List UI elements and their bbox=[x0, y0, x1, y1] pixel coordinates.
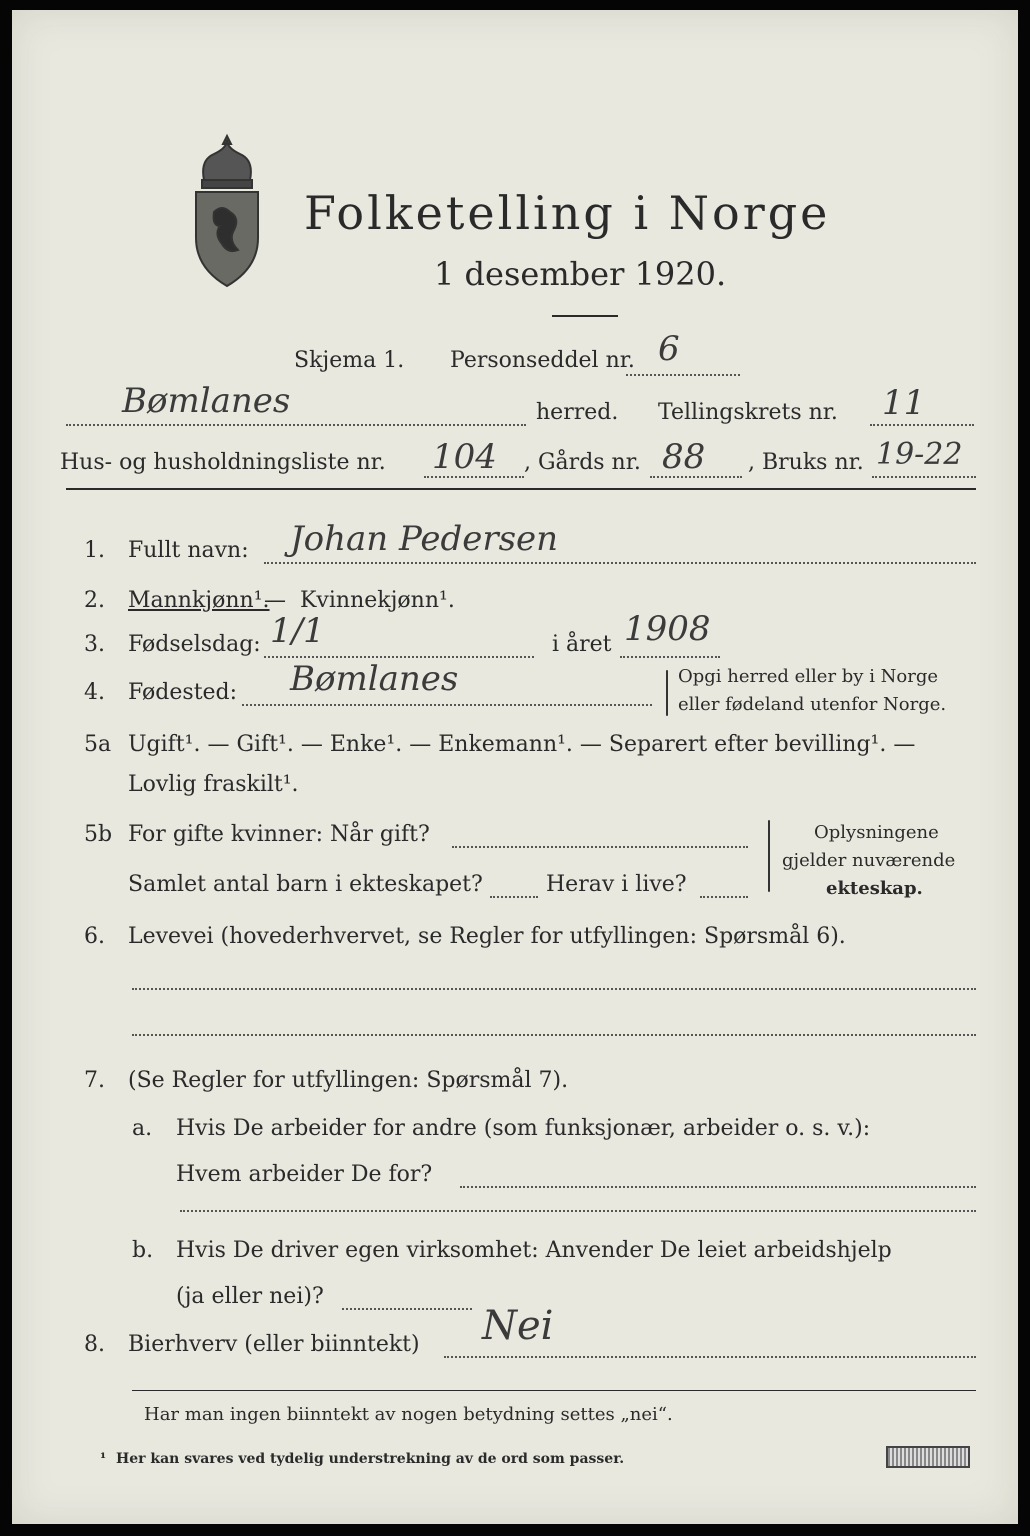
full-name-field[interactable] bbox=[264, 562, 976, 564]
q7b-text: Hvis De driver egen virksomhet: Anvender De leiet arbeidshjelp bbox=[176, 1238, 892, 1263]
tellingskrets-field[interactable] bbox=[870, 424, 974, 426]
q6-number: 6. bbox=[84, 924, 105, 949]
census-form bbox=[12, 10, 1018, 1524]
q5a-number: 5a bbox=[84, 732, 112, 757]
side-income-label: Bierhverv (eller biinntekt) bbox=[128, 1332, 420, 1357]
q1-number: 1. bbox=[84, 538, 105, 563]
q7b-letter: b. bbox=[132, 1238, 154, 1263]
gender-female-option[interactable]: Kvinnekjønn¹. bbox=[300, 588, 455, 613]
herred-value: Bømlanes bbox=[122, 381, 291, 421]
occupation-label: Levevei (hovederhvervet, se Regler for utfyllingen: Spørsmål 6). bbox=[128, 924, 846, 949]
q1-label: Fullt navn: bbox=[128, 538, 249, 563]
birth-year-field[interactable] bbox=[620, 656, 720, 658]
marriage-note-2: gjelder nuværende bbox=[782, 850, 956, 871]
q7a-letter: a. bbox=[132, 1116, 153, 1141]
husholdningsliste-label: Hus- og husholdningsliste nr. bbox=[60, 450, 386, 475]
side-income-value: Nei bbox=[482, 1303, 554, 1349]
children-total-field[interactable] bbox=[490, 896, 538, 898]
q5b-number: 5b bbox=[84, 822, 113, 847]
married-when-field[interactable] bbox=[452, 846, 748, 848]
birthplace-note-1: Opgi herred eller by i Norge bbox=[678, 666, 939, 687]
employer-label: Hvem arbeider De for? bbox=[176, 1162, 433, 1187]
personseddel-label: Personseddel nr. bbox=[450, 348, 635, 373]
marital-status-options[interactable]: Ugift¹. — Gift¹. — Enke¹. — Enkemann¹. — Separert efter bevilling¹. — bbox=[128, 732, 916, 757]
hired-help-label: (ja eller nei)? bbox=[176, 1284, 324, 1309]
bruks-field[interactable] bbox=[872, 476, 976, 478]
married-when-label: For gifte kvinner: Når gift? bbox=[128, 822, 430, 847]
employer-field[interactable] bbox=[460, 1186, 976, 1188]
herred-field[interactable] bbox=[66, 424, 526, 426]
tellingskrets-label: Tellingskrets nr. bbox=[658, 400, 838, 425]
personseddel-value: 6 bbox=[658, 329, 680, 369]
header-rule bbox=[66, 488, 976, 490]
year-label: i året bbox=[552, 632, 612, 657]
printer-stamp bbox=[886, 1446, 970, 1468]
bruks-label: , Bruks nr. bbox=[748, 450, 864, 475]
q3-label: Fødselsdag: bbox=[128, 632, 261, 657]
bruks-value: 19-22 bbox=[876, 437, 963, 472]
form-title: Folketelling i Norge bbox=[304, 186, 831, 240]
q4-number: 4. bbox=[84, 680, 105, 705]
marriage-note-3: ekteskap. bbox=[826, 878, 923, 899]
skjema-label: Skjema 1. bbox=[294, 348, 405, 373]
birthplace-note-2: eller fødeland utenfor Norge. bbox=[678, 694, 947, 715]
hired-help-field[interactable] bbox=[342, 1308, 472, 1310]
occupation-field-1[interactable] bbox=[132, 988, 976, 990]
herred-label: herred. bbox=[536, 400, 619, 425]
q2-number: 2. bbox=[84, 588, 105, 613]
notes-rule bbox=[132, 1390, 976, 1391]
marriage-note-brace bbox=[768, 820, 770, 892]
coat-of-arms-icon bbox=[184, 132, 270, 292]
children-alive-field[interactable] bbox=[700, 896, 748, 898]
q4-label: Fødested: bbox=[128, 680, 238, 705]
side-income-field[interactable] bbox=[444, 1356, 976, 1358]
personseddel-field[interactable] bbox=[626, 374, 740, 376]
marriage-note-1: Oplysningene bbox=[814, 822, 939, 843]
q7a-text: Hvis De arbeider for andre (som funksjonær, arbeider o. s. v.): bbox=[176, 1116, 871, 1141]
full-name-value: Johan Pedersen bbox=[290, 519, 559, 559]
q7-label: (Se Regler for utfyllingen: Spørsmål 7). bbox=[128, 1068, 569, 1093]
employer-field-2[interactable] bbox=[180, 1210, 976, 1212]
gender-separator: — bbox=[264, 588, 286, 613]
q8-number: 8. bbox=[84, 1332, 105, 1357]
nei-note: Har man ingen biinntekt av nogen betydning settes „nei“. bbox=[144, 1404, 673, 1425]
occupation-field-2[interactable] bbox=[132, 1034, 976, 1036]
tellingskrets-value: 11 bbox=[882, 383, 926, 423]
marital-status-divorced[interactable]: Lovlig fraskilt¹. bbox=[128, 772, 299, 797]
birthplace-value: Bømlanes bbox=[290, 659, 459, 699]
gards-value: 88 bbox=[662, 437, 706, 477]
title-divider bbox=[552, 315, 618, 317]
husholdningsliste-value: 104 bbox=[432, 437, 497, 477]
birthplace-note-brace bbox=[666, 670, 668, 716]
footnote-mark: ¹ bbox=[100, 1451, 107, 1467]
birthday-value: 1/1 bbox=[270, 611, 325, 651]
birthday-field[interactable] bbox=[264, 656, 534, 658]
birthplace-field[interactable] bbox=[242, 704, 652, 706]
footnote-text: Her kan svares ved tydelig understrekning av de ord som passer. bbox=[116, 1451, 625, 1467]
birth-year-value: 1908 bbox=[624, 609, 711, 649]
children-alive-label: Herav i live? bbox=[546, 872, 687, 897]
census-date: 1 desember 1920. bbox=[434, 255, 727, 293]
q7-number: 7. bbox=[84, 1068, 105, 1093]
q3-number: 3. bbox=[84, 632, 105, 657]
gender-male-option[interactable]: Mannkjønn¹. bbox=[128, 588, 270, 613]
children-total-label: Samlet antal barn i ekteskapet? bbox=[128, 872, 483, 897]
gards-label: , Gårds nr. bbox=[524, 450, 641, 475]
